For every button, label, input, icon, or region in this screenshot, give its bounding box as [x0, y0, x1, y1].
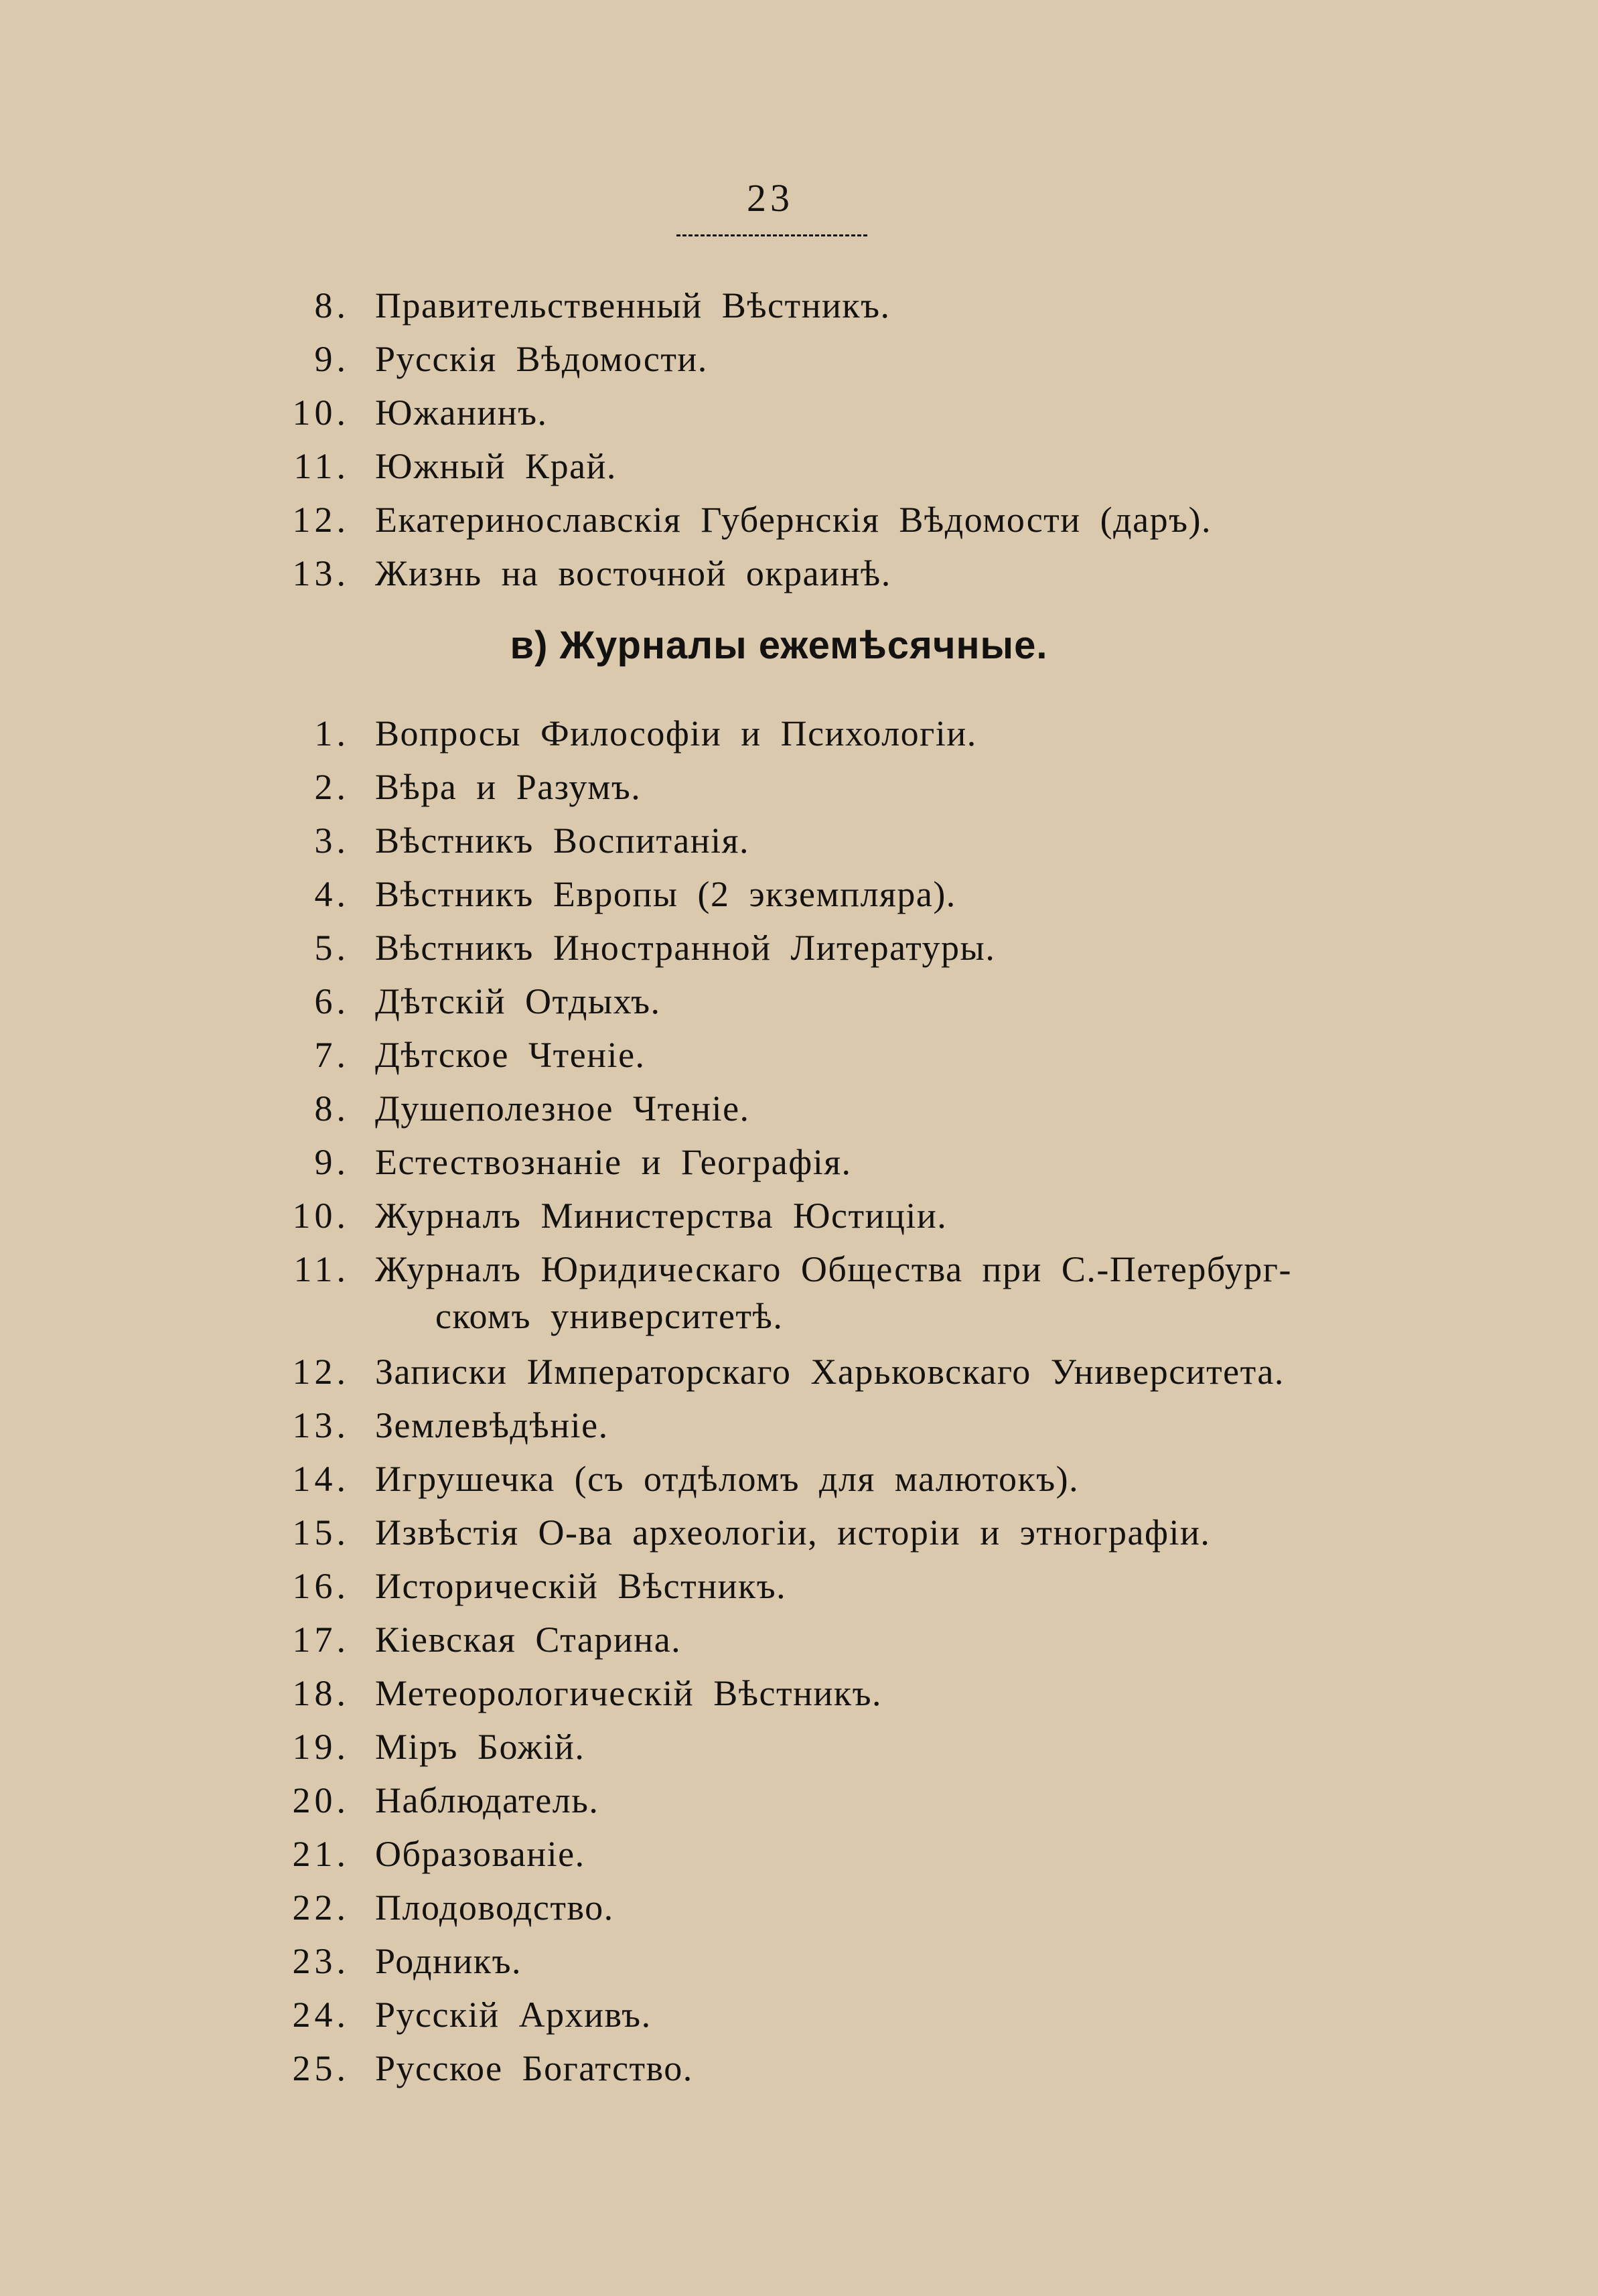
item-number: 4. — [314, 874, 350, 914]
item-text: Жизнь на восточной окраинѣ. — [375, 553, 891, 593]
page-number: 23 — [747, 176, 794, 220]
item-text: Извѣстія О-ва археологіи, исторіи и этнографіи. — [375, 1512, 1211, 1553]
item-text: Плодоводство. — [375, 1887, 614, 1928]
item-number: 25. — [292, 2048, 350, 2088]
item-number: 21. — [292, 1834, 350, 1874]
item-text: Міръ Божій. — [375, 1727, 585, 1767]
item-number: 8. — [314, 285, 350, 326]
list-item-continuation: скомъ университетѣ. — [435, 1296, 784, 1336]
page-number-rule — [676, 234, 867, 236]
item-number: 16. — [292, 1566, 350, 1606]
item-number: 17. — [292, 1620, 350, 1660]
item-number: 23. — [292, 1941, 350, 1981]
item-number: 13. — [292, 1405, 350, 1445]
item-number: 1. — [314, 713, 350, 754]
item-text: Вѣстникъ Европы (2 экземпляра). — [375, 874, 956, 914]
item-text: Дѣтское Чтеніе. — [375, 1035, 646, 1075]
item-text: Кіевская Старина. — [375, 1620, 682, 1660]
item-text: Естествознаніе и Географія. — [375, 1142, 852, 1182]
item-text: Южный Край. — [375, 446, 617, 486]
item-text: Правительственный Вѣстникъ. — [375, 285, 891, 326]
item-number: 20. — [292, 1780, 350, 1820]
item-number: 8. — [314, 1088, 350, 1129]
item-text: Вопросы Философіи и Психологіи. — [375, 713, 977, 754]
item-number: 9. — [314, 339, 350, 379]
item-number: 9. — [314, 1142, 350, 1182]
item-number: 2. — [314, 767, 350, 807]
item-text: Журналъ Министерства Юстиціи. — [375, 1196, 948, 1236]
item-number: 18. — [292, 1673, 350, 1713]
section-heading: в) Журналы ежемѣсячные. — [510, 624, 1048, 667]
item-text: Русское Богатство. — [375, 2048, 693, 2088]
item-text: Родникъ. — [375, 1941, 522, 1981]
item-number: 22. — [292, 1887, 350, 1928]
item-number: 11. — [293, 1249, 350, 1289]
item-number: 7. — [314, 1035, 350, 1075]
item-number: 10. — [292, 392, 350, 433]
item-text: Метеорологическій Вѣстникъ. — [375, 1673, 883, 1713]
item-text: Игрушечка (съ отдѣломъ для малютокъ). — [375, 1459, 1080, 1499]
item-text: Вѣра и Разумъ. — [375, 767, 642, 807]
item-number: 5. — [314, 928, 350, 968]
item-number: 24. — [292, 1995, 350, 2035]
item-text: Записки Императорскаго Харьковскаго Университета. — [375, 1352, 1285, 1392]
item-text: Историческій Вѣстникъ. — [375, 1566, 787, 1606]
item-text: Русскій Архивъ. — [375, 1995, 652, 2035]
item-text: Русскія Вѣдомости. — [375, 339, 708, 379]
item-number: 11. — [293, 446, 350, 486]
item-number: 12. — [292, 500, 350, 540]
item-text: Землевѣдѣніе. — [375, 1405, 609, 1445]
item-number: 13. — [292, 553, 350, 593]
item-number: 19. — [292, 1727, 350, 1767]
item-number: 6. — [314, 981, 350, 1021]
item-text: Душеполезное Чтеніе. — [375, 1088, 750, 1129]
item-text: Дѣтскій Отдыхъ. — [375, 981, 661, 1021]
item-number: 10. — [292, 1196, 350, 1236]
item-text: Образованіе. — [375, 1834, 585, 1874]
item-number: 12. — [292, 1352, 350, 1392]
item-text: Екатеринославскія Губернскія Вѣдомости (даръ). — [375, 500, 1212, 540]
item-number: 15. — [292, 1512, 350, 1553]
item-text: Наблюдатель. — [375, 1780, 599, 1820]
item-number: 14. — [292, 1459, 350, 1499]
item-text: Южанинъ. — [375, 392, 548, 433]
item-text: Вѣстникъ Воспитанія. — [375, 820, 749, 861]
item-text: Вѣстникъ Иностранной Литературы. — [375, 928, 996, 968]
item-number: 3. — [314, 820, 350, 861]
item-text: Журналъ Юридическаго Общества при С.-Петербург- — [375, 1249, 1292, 1289]
